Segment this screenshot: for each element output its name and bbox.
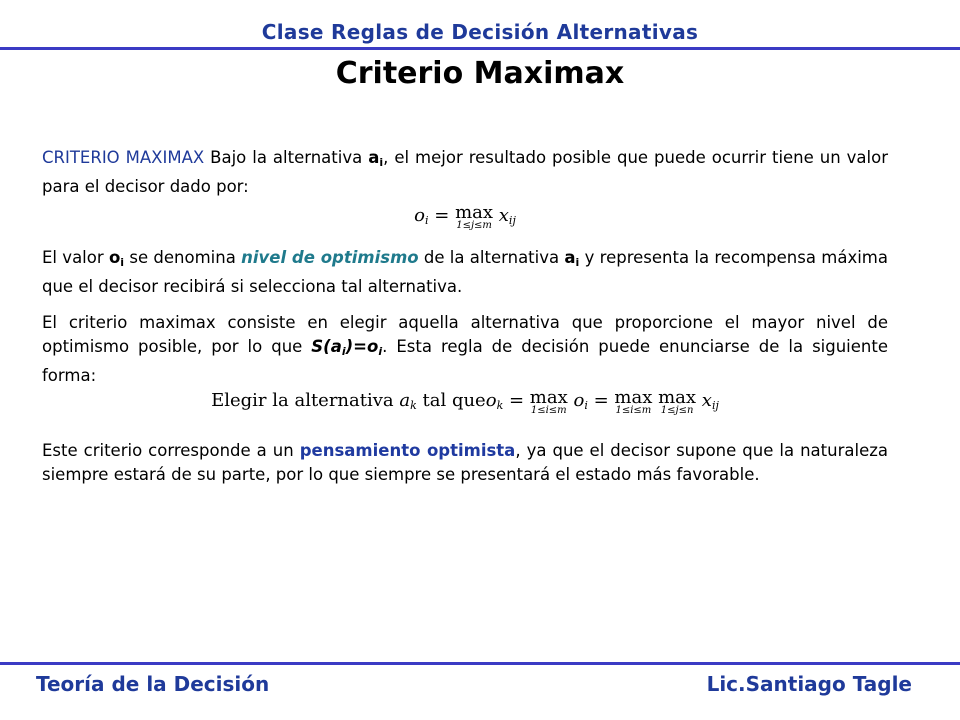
formula-max: max 1≤j≤n xyxy=(658,387,697,416)
paragraph-rule xyxy=(42,311,888,388)
formula-var-sub: ij xyxy=(508,214,516,227)
term-optimism-level: nivel de optimismo xyxy=(241,248,419,267)
formula-oi: o xyxy=(573,390,585,411)
text: Este criterio corresponde a un xyxy=(42,441,300,460)
formula-ok-sub: k xyxy=(496,399,504,412)
text: y representa la recompensa máxima que el decisor recibirá si selecciona tal alternativa. xyxy=(42,248,888,296)
slide-title: Criterio Maximax xyxy=(335,56,625,91)
var-o: o xyxy=(108,248,121,267)
footer-author: Lic.Santiago Tagle xyxy=(706,672,912,696)
formula-x: x xyxy=(701,390,712,411)
text: , ya que el decisor supone que la naturaleza siempre estará de su parte, por lo que siempre se presentará el estado más favorable. xyxy=(42,441,888,484)
text: El criterio maximax consiste en elegir aquella alternativa que proporcione el mayor nivel de optimismo posible, por lo que xyxy=(42,313,888,356)
paragraph-optimism xyxy=(42,246,888,299)
text: se denomina xyxy=(124,248,242,267)
var-a: a xyxy=(368,148,380,167)
sub-i: i xyxy=(575,256,580,269)
max-op: max xyxy=(455,202,494,223)
formula-optimism-level xyxy=(42,202,888,232)
header-divider xyxy=(0,47,960,50)
formula-ok: o xyxy=(485,390,497,411)
header-title: Clase Reglas de Decisión Alternativas xyxy=(261,20,699,44)
formula-eq: = xyxy=(434,205,450,226)
formula-oi-sub: i xyxy=(584,399,588,412)
text: El valor xyxy=(42,248,109,267)
sub-i: i xyxy=(379,156,384,169)
formula-tal: tal que xyxy=(416,390,486,411)
formula-max: max 1≤i≤m xyxy=(529,387,568,416)
footer-course: Teoría de la Decisión xyxy=(36,672,270,696)
formula-max xyxy=(455,202,494,231)
term-optimistic-thinking: pensamiento optimista xyxy=(299,441,516,460)
formula-eq: = xyxy=(593,390,609,411)
text: , el mejor resultado posible que puede ocurrir tiene un valor para el decisor dado por: xyxy=(42,148,888,196)
text: Bajo la alternativa xyxy=(204,148,369,167)
paragraph-conclusion xyxy=(42,439,888,487)
sub-i: i xyxy=(120,256,125,269)
slide-content xyxy=(42,146,888,487)
formula-eq: = xyxy=(508,390,525,411)
formula-x-sub: ij xyxy=(711,399,719,412)
formula-text: Elegir la alternativa xyxy=(211,390,400,411)
footer-divider xyxy=(0,662,960,665)
formula-lhs-sub: i xyxy=(424,214,429,227)
rule-expression: $S(a_i)=o_i$ xyxy=(311,337,383,358)
var-a: a xyxy=(564,248,576,267)
formula-ak-sub: k xyxy=(410,399,417,412)
formula-lhs: o xyxy=(414,205,425,226)
formula-max: max 1≤i≤m xyxy=(614,387,653,416)
text: de la alternativa xyxy=(418,248,565,267)
text: . Esta regla de decisión puede enunciarse de la siguiente forma: xyxy=(42,337,888,385)
formula-decision-rule xyxy=(42,387,888,417)
max-limits: 1≤j≤m xyxy=(456,220,492,231)
paragraph-definition xyxy=(42,146,888,199)
formula-var: x xyxy=(498,205,509,226)
formula-ak: a xyxy=(399,390,411,411)
criterion-lead: CRITERIO MAXIMAX xyxy=(42,148,205,167)
